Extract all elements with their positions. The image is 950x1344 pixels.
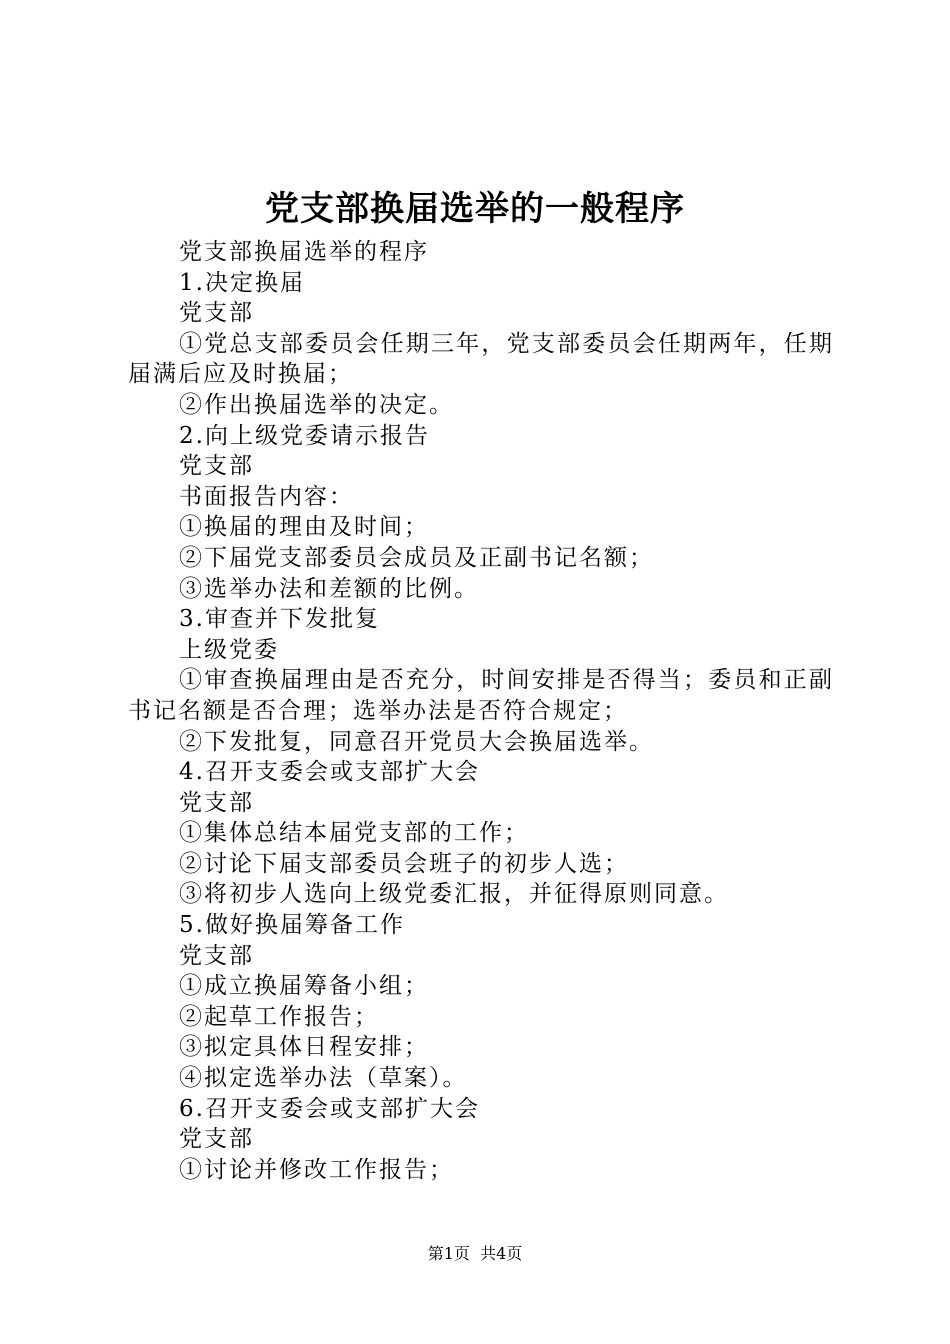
paragraph: ①换届的理由及时间； [179,514,429,541]
paragraph: ①集体总结本届党支部的工作； [179,820,529,847]
paragraph: 3.审查并下发批复 [179,606,380,633]
paragraph: ②讨论下届支部委员会班子的初步人选； [179,850,629,877]
paragraph: ④拟定选举办法（草案）。 [179,1065,468,1092]
paragraph: 党支部 [179,942,254,969]
paragraph: ①党总支部委员会任期三年，党支部委员会任期两年，任期届满后应及时换届； [128,330,834,388]
paragraph: ①成立换届筹备小组； [179,973,429,1000]
paragraph: 5.做好换届筹备工作 [179,912,405,939]
paragraph: ②下届党支部委员会成员及正副书记名额； [179,544,654,571]
paragraph: ②下发批复，同意召开党员大会换届选举。 [179,728,654,755]
paragraph: 党支部 [179,789,254,816]
page-total: 共4页 [480,1244,523,1263]
paragraph: ①审查换届理由是否充分，时间安排是否得当；委员和正副书记名额是否合理；选举办法是否符合规定； [128,667,834,724]
paragraph: 书面报告内容： [179,483,354,510]
paragraph: ③将初步人选向上级党委汇报，并征得原则同意。 [179,881,729,908]
document-body [128,237,834,1185]
paragraph: 党支部 [179,300,254,327]
paragraph: 1.决定换届 [179,269,305,296]
paragraph: 党支部换届选举的程序 [179,239,429,265]
page-footer [0,1243,950,1265]
paragraph: 4.召开支委会或支部扩大会 [179,759,480,786]
document-title: 党支部换届选举的一般程序 [265,189,685,229]
paragraph: 党支部 [179,1126,254,1153]
paragraph: ②起草工作报告； [179,1003,379,1030]
paragraph: 上级党委 [179,636,279,663]
paragraph: ②作出换届选举的决定。 [179,391,454,418]
paragraph: ③拟定具体日程安排； [179,1034,429,1061]
paragraph: ③选举办法和差额的比例。 [179,575,479,602]
paragraph: 6.召开支委会或支部扩大会 [179,1095,480,1122]
paragraph: 2.向上级党委请示报告 [179,422,430,449]
paragraph: ①讨论并修改工作报告； [179,1156,454,1183]
paragraph: 党支部 [179,453,254,480]
page-number: 第1页 [427,1244,470,1263]
